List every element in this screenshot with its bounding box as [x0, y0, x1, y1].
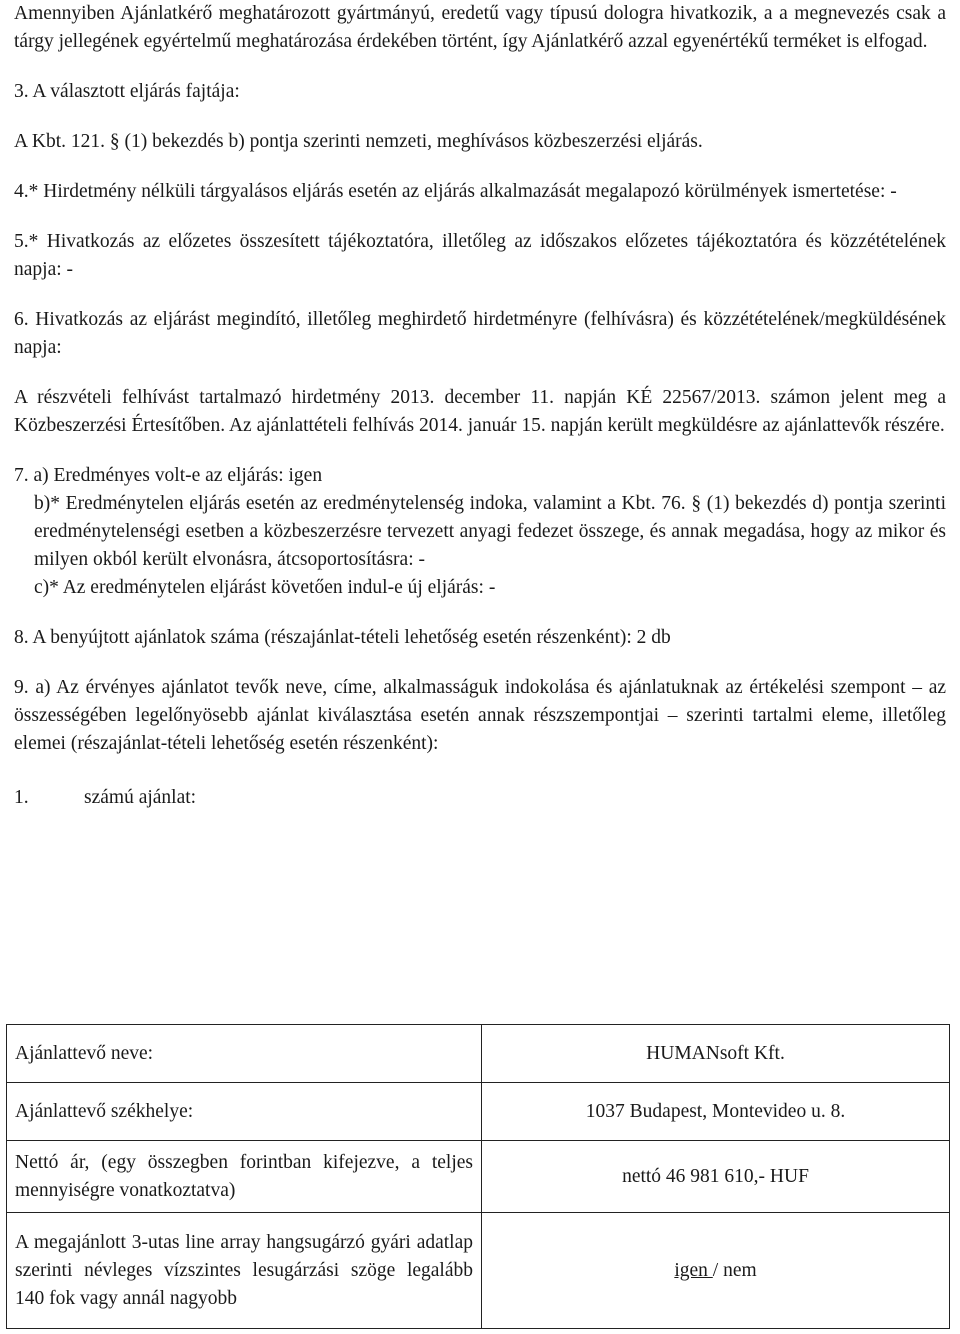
section-3-title: 3. A választott eljárás fajtája: — [14, 81, 240, 102]
offer-heading-label: számú ajánlat: — [84, 787, 197, 808]
section-6-detail: A részvételi felhívást tartalmazó hirdetmény 2013. december 11. napján KÉ 22567/2013. számon jelent meg a Közbeszerzési Értesítőben. Az ajánlattételi felhívás 2014. január 15. napján került megküldésre az ajánlattevők részére. — [14, 387, 946, 436]
section-5-text: 5.* Hivatkozás az előzetes összesített tájékoztatóra, illetőleg az időszakos előzetes tájékoztatóra és közzétételének napja: - — [14, 231, 946, 280]
table-row — [7, 1083, 950, 1141]
bidder-address-label: Ajánlattevő székhelye: — [7, 1083, 482, 1141]
table-row — [7, 1213, 950, 1329]
net-price-value: nettó 46 981 610,- HUF — [482, 1141, 950, 1213]
offer-heading — [14, 784, 946, 812]
bidder-name-value: HUMANsoft Kft. — [482, 1025, 950, 1083]
speaker-angle-value — [482, 1213, 950, 1329]
offer-table — [6, 1024, 950, 1329]
table-row — [7, 1025, 950, 1083]
section-6-text: 6. Hivatkozás az eljárást megindító, illetőleg meghirdető hirdetményre (felhívásra) és közzétételének/megküldésének napja: — [14, 309, 946, 358]
bidder-name-label: Ajánlattevő neve: — [7, 1025, 482, 1083]
section-4-text: 4.* Hirdetmény nélküli tárgyalásos eljárás esetén az eljárás alkalmazását megalapozó körülmények ismertetése: - — [14, 181, 897, 202]
answer-no: / nem — [712, 1259, 757, 1281]
net-price-label: Nettó ár, (egy összegben forintban kifejezve, a teljes mennyiségre vonatkoztatva) — [7, 1141, 482, 1213]
offer-number: 1. — [14, 787, 29, 808]
document-page — [14, 0, 946, 812]
section-8: 8. A benyújtott ajánlatok száma (részajánlat-tételi lehetőség esetén részenként): 2 db — [14, 627, 671, 648]
intro-paragraph: Amennyiben Ajánlatkérő meghatározott gyártmányú, eredetű vagy típusú dologra hivatkozik, a a megnevezés csak a tárgy jellegének egyértelmű meghatározása érdekében történt, így Ajánlatkérő azzal egyenértékű terméket is elfogad. — [14, 3, 946, 52]
section-3-text: A Kbt. 121. § (1) bekezdés b) pontja szerinti nemzeti, meghívásos közbeszerzési eljárás. — [14, 131, 703, 152]
table-row — [7, 1141, 950, 1213]
speaker-angle-label: A megajánlott 3-utas line array hangsugárzó gyári adatlap szerinti névleges vízszintes lesugárzási szöge legalább 140 fok vagy annál nagyobb — [7, 1213, 482, 1329]
section-7b: b)* Eredménytelen eljárás esetén az eredménytelenség indoka, valamint a Kbt. 76. § (1) bekezdés d) pontja szerinti eredménytelenségi esetben a közbeszerzésre tervezett anyagi fedezet összege, és annak megadása, hogy az mikor és milyen okból került elvonásra, átcsoportosításra: - — [34, 493, 946, 570]
section-9: 9. a) Az érvényes ajánlatot tevők neve, címe, alkalmasságuk indokolása és ajánlatuknak az értékelési szempont – az összességében legelőnyösebb ajánlat kiválasztása esetén annak részszempontjai – szerinti tartalmi eleme, illetőleg elemei (részajánlat-tételi lehetőség esetén részenként): — [14, 677, 946, 754]
section-7c: c)* Az eredménytelen eljárást követően indul-e új eljárás: - — [34, 577, 496, 598]
answer-yes: igen — [674, 1259, 713, 1281]
section-7a: 7. a) Eredményes volt-e az eljárás: igen — [14, 465, 323, 486]
bidder-address-value: 1037 Budapest, Montevideo u. 8. — [482, 1083, 950, 1141]
